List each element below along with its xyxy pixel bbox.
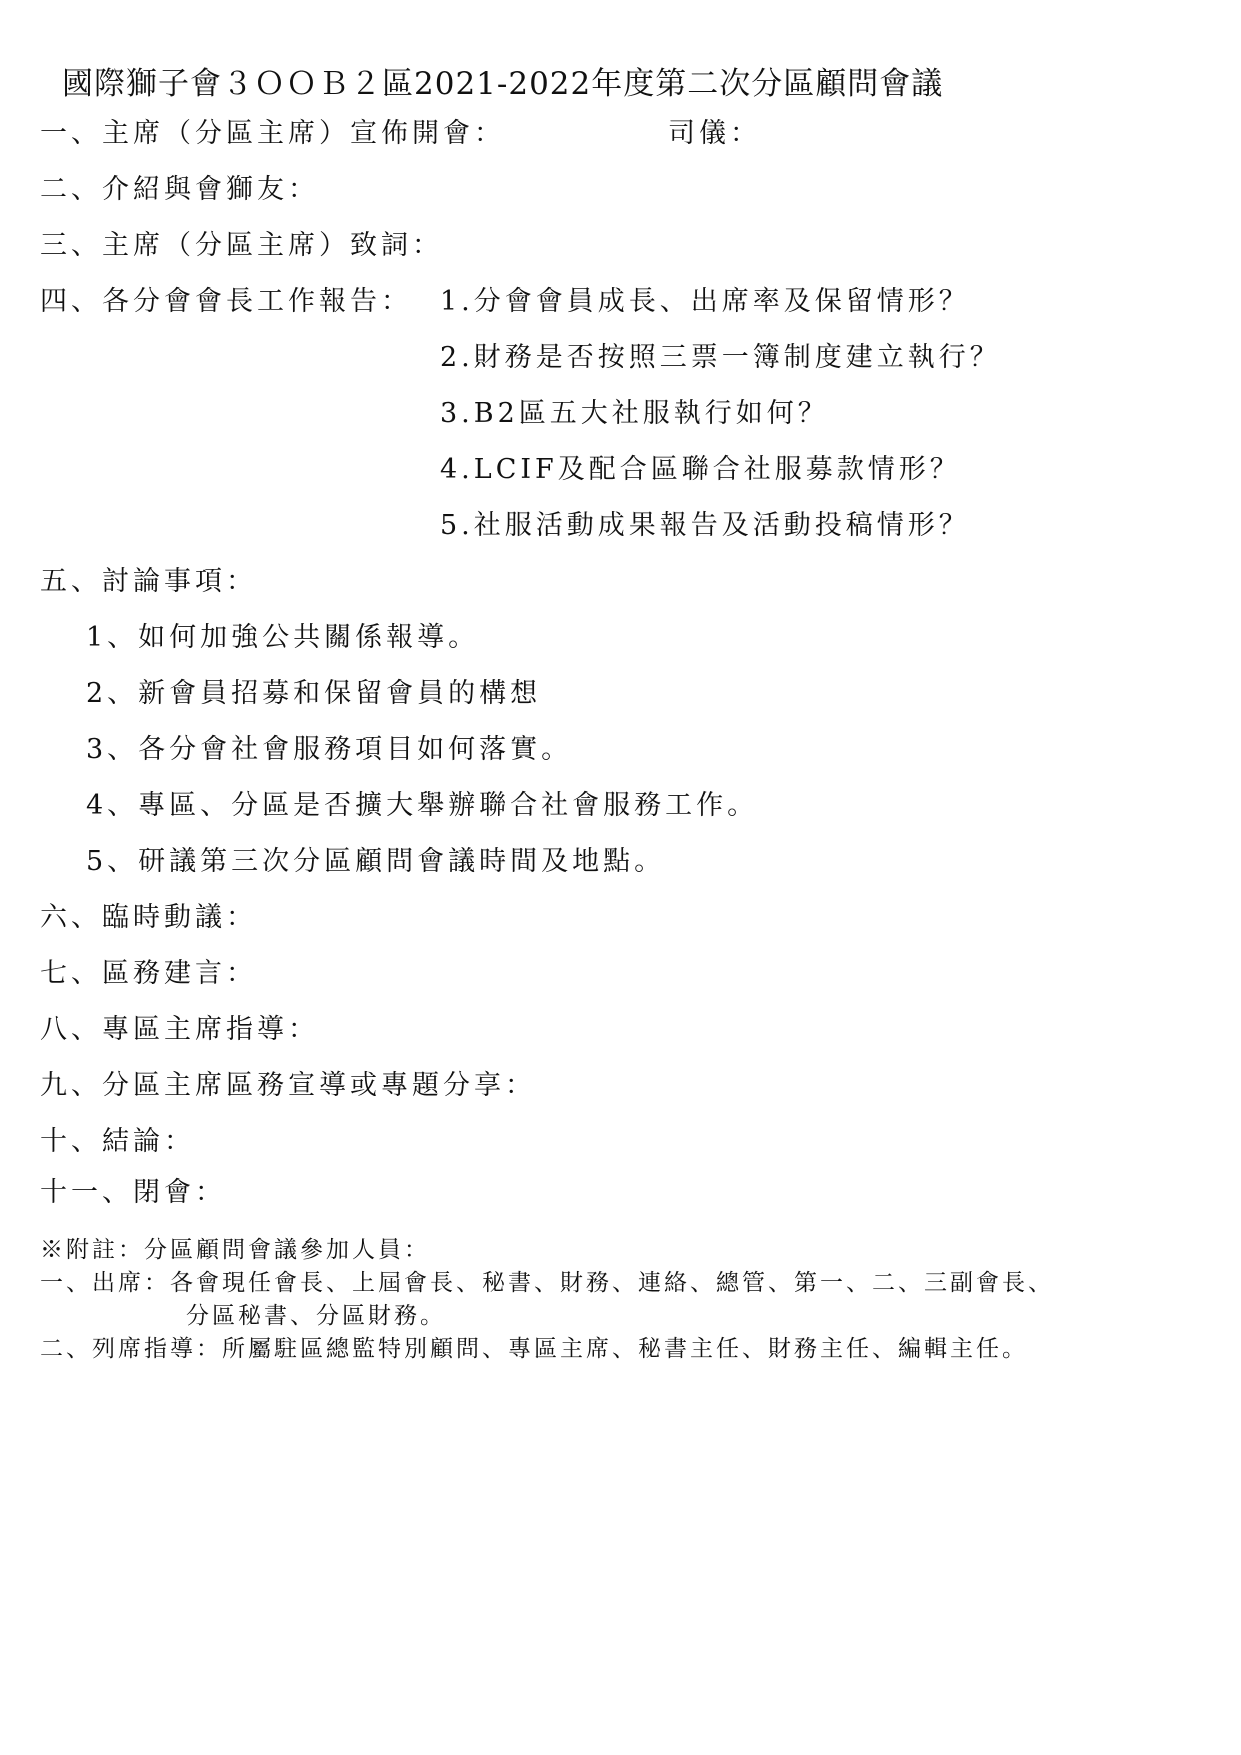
discussion-point: 2、新會員招募和保留會員的構想 (86, 678, 542, 709)
agenda-item-3: 三、主席（分區主席）致詞： (40, 230, 443, 261)
report-point: 3.B2區五大社服執行如何？ (440, 398, 829, 429)
agenda-item-6: 六、臨時動議： (40, 902, 257, 933)
notes-attendees-continued: 分區秘書、分區財務。 (186, 1303, 446, 1329)
agenda-item-2: 二、介紹與會獅友： (40, 174, 319, 205)
agenda-item-7: 七、區務建言： (40, 958, 257, 989)
agenda-item-4-label: 四、各分會會長工作報告： (40, 286, 412, 317)
agenda-item-9: 九、分區主席區務宣導或專題分享： (40, 1070, 536, 1101)
emcee-label: 司儀： (668, 118, 761, 149)
discussion-point: 1、如何加強公共關係報導。 (86, 622, 480, 653)
agenda-item-5-label: 五、討論事項： (40, 566, 257, 597)
notes-observers: 二、列席指導：所屬駐區總監特別顧問、專區主席、秘書主任、財務主任、編輯主任。 (40, 1336, 1028, 1362)
report-point: 5.社服活動成果報告及活動投稿情形？ (440, 510, 970, 541)
page-title: 國際獅子會３ＯＯＢ２區2021-2022年度第二次分區顧問會議 (62, 66, 944, 102)
agenda-item-11: 十一、閉會： (40, 1177, 226, 1208)
discussion-point: 5、研議第三次分區顧問會議時間及地點。 (86, 846, 666, 877)
report-point: 1.分會會員成長、出席率及保留情形？ (440, 286, 970, 317)
agenda-item-1 (40, 117, 505, 151)
discussion-point: 3、各分會社會服務項目如何落實。 (86, 734, 573, 765)
report-point: 2.財務是否按照三票一簿制度建立執行？ (440, 342, 1001, 373)
agenda-item-8: 八、專區主席指導： (40, 1014, 319, 1045)
notes-attendees: 一、出席：各會現任會長、上屆會長、秘書、財務、連絡、總管、第一、二、三副會長、 (40, 1270, 1054, 1296)
agenda-item-10: 十、結論： (40, 1126, 195, 1157)
notes-header: ※附註：分區顧問會議參加人員： (40, 1237, 430, 1263)
report-point: 4.LCIF及配合區聯合社服募款情形？ (440, 454, 961, 485)
agenda-item-1-label: 一、主席（分區主席）宣佈開會： (40, 118, 505, 149)
discussion-point: 4、專區、分區是否擴大舉辦聯合社會服務工作。 (86, 790, 759, 821)
